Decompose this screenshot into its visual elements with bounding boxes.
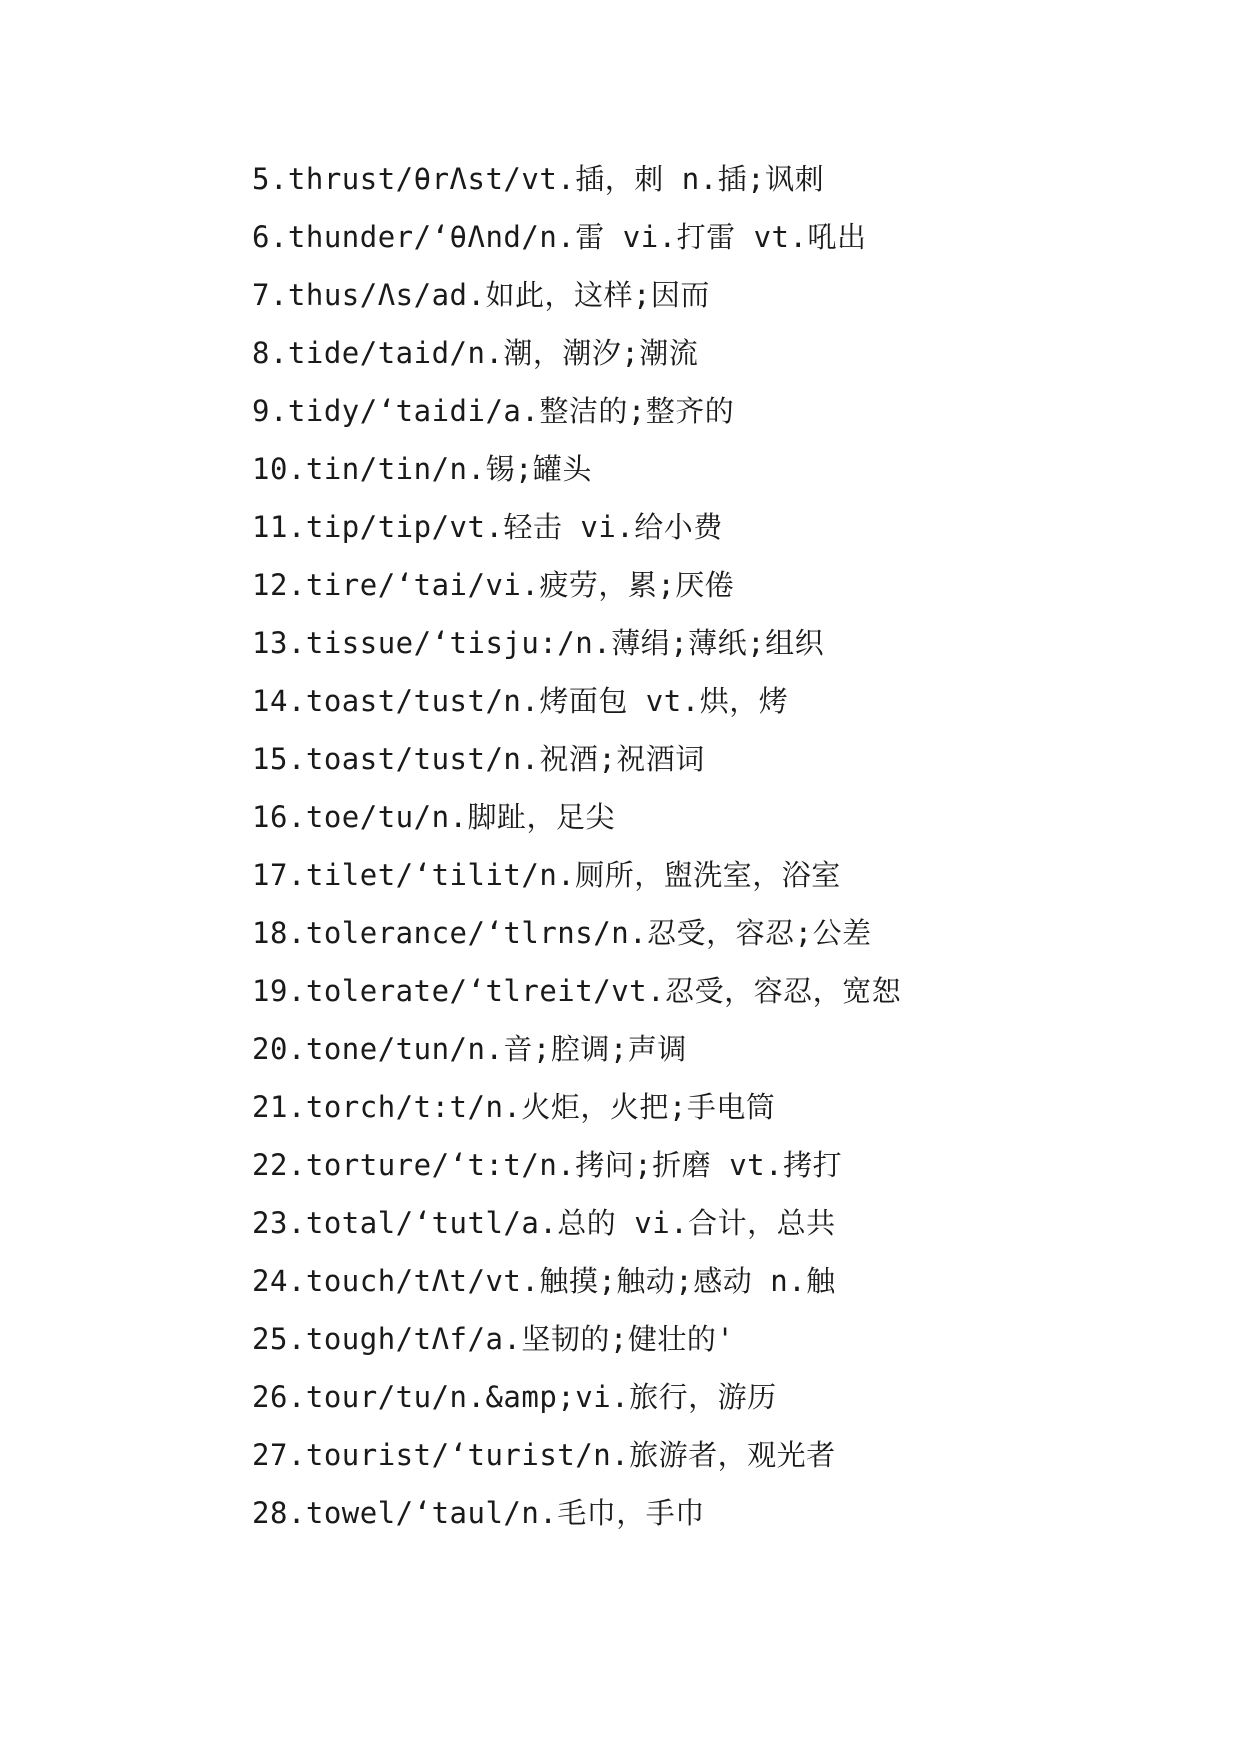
vocabulary-list	[252, 160, 1212, 1552]
vocabulary-entry: 6.thunder/‘θΛnd/n.雷 vi.打雷 vt.吼出	[252, 220, 867, 254]
vocabulary-entry: 7.thus/Λs/ad.如此，这样;因而	[252, 278, 710, 312]
vocabulary-entry: 14.toast/tust/n.烤面包 vt.烘，烤	[252, 684, 789, 718]
vocabulary-entry: 9.tidy/‘taidi/a.整洁的;整齐的	[252, 394, 735, 428]
vocabulary-entry: 15.toast/tust/n.祝酒;祝酒词	[252, 742, 705, 776]
vocabulary-entry: 16.toe/tu/n.脚趾，足尖	[252, 800, 616, 834]
vocabulary-entry: 8.tide/taid/n.潮，潮汐;潮流	[252, 336, 699, 370]
vocabulary-entry: 22.torture/‘t:t/n.拷问;折磨 vt.拷打	[252, 1148, 843, 1182]
vocabulary-entry: 25.tough/tΛf/a.坚韧的;健壮的'	[252, 1322, 735, 1356]
vocabulary-entry: 23.total/‘tutl/a.总的 vi.合计，总共	[252, 1206, 836, 1240]
vocabulary-entry: 12.tire/‘tai/vi.疲劳，累;厌倦	[252, 568, 735, 602]
vocabulary-entry: 27.tourist/‘turist/n.旅游者，观光者	[252, 1438, 836, 1472]
vocabulary-entry: 24.touch/tΛt/vt.触摸;触动;感动 n.触	[252, 1264, 836, 1298]
vocabulary-entry: 18.tolerance/‘tlrns/n.忍受，容忍;公差	[252, 916, 872, 950]
vocabulary-entry: 20.tone/tun/n.音;腔调;声调	[252, 1032, 687, 1066]
vocabulary-entry: 11.tip/tip/vt.轻击 vi.给小费	[252, 510, 723, 544]
vocabulary-entry: 17.tilet/‘tilit/n.厕所，盥洗室，浴室	[252, 858, 841, 892]
vocabulary-entry: 19.tolerate/‘tlreit/vt.忍受，容忍，宽恕	[252, 974, 902, 1008]
vocabulary-entry: 10.tin/tin/n.锡;罐头	[252, 452, 592, 486]
vocabulary-entry: 13.tissue/‘tisju:/n.薄绢;薄纸;组织	[252, 626, 825, 660]
vocabulary-entry: 26.tour/tu/n.&amp;vi.旅行，游历	[252, 1380, 777, 1414]
vocabulary-entry: 5.thrust/θrΛst/vt.插，刺 n.插;讽刺	[252, 162, 825, 196]
vocabulary-entry: 28.towel/‘taul/n.毛巾，手巾	[252, 1496, 705, 1530]
vocabulary-entry: 21.torch/t:t/n.火炬，火把;手电筒	[252, 1090, 776, 1124]
